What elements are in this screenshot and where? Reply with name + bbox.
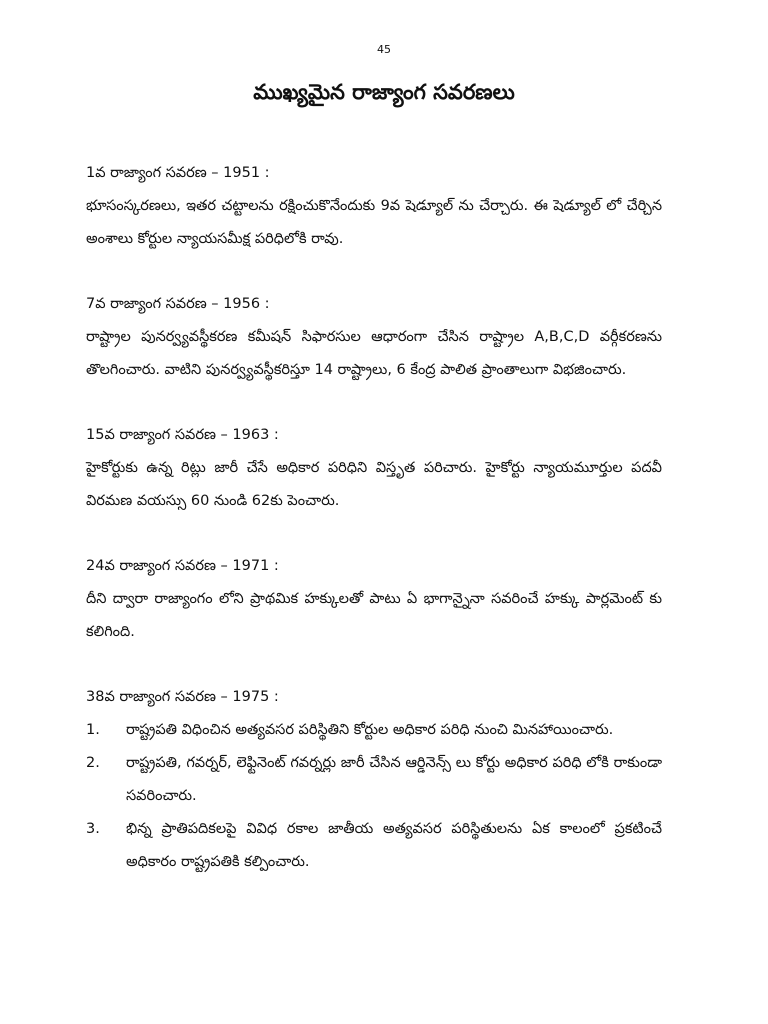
document-body <box>86 157 662 911</box>
list-item <box>86 714 662 747</box>
list-item-number: 2. <box>86 755 100 771</box>
list-item <box>86 813 662 879</box>
amendment-38-list <box>86 714 662 879</box>
page-title: ముఖ్యమైన రాజ్యాంగ సవరణలు <box>253 80 515 104</box>
list-item-text: భిన్న ప్రాతిపదికలపై వివిధ రకాల జాతీయ అత్యవసర పరిస్థితులను ఏక కాలంలో ప్రకటించే అధికారం రాష్ట్రపతికి కల్పించారు. <box>126 821 662 870</box>
amendment-24-section <box>86 550 662 649</box>
amendment-text: భూసంస్కరణలు, ఇతర చట్టాలను రక్షించుకొనేందుకు 9వ షెడ్యూల్ ను చేర్చారు. ఈ షెడ్యూల్ లో చేర్చిన అంశాలు కోర్టుల న్యాయసమీక్ష పరిధిలోకి రావు. <box>86 198 662 247</box>
amendment-text: దీని ద్వారా రాజ్యాంగం లోని ప్రాథమిక హక్కులతో పాటు ఏ భాగాన్నైనా సవరించే హక్కు పార్లమెంట్ కు కలిగింది. <box>86 591 662 640</box>
amendment-15-section <box>86 419 662 518</box>
amendment-heading: 1వ రాజ్యాంగ సవరణ – 1951 : <box>86 165 270 181</box>
amendment-7-section <box>86 288 662 387</box>
list-item-number: 3. <box>86 821 100 837</box>
amendment-1-section <box>86 157 662 256</box>
amendment-heading: 15వ రాజ్యాంగ సవరణ – 1963 : <box>86 427 279 443</box>
amendment-38-section <box>86 681 662 879</box>
amendment-heading: 38వ రాజ్యాంగ సవరణ – 1975 : <box>86 689 279 705</box>
page-number: 45 <box>377 43 391 56</box>
list-item-text: రాష్ట్రపతి విధించిన అత్యవసర పరిస్థితిని కోర్టుల అధికార పరిధి నుంచి మినహాయించారు. <box>126 722 614 738</box>
amendment-text: రాష్ట్రాల పునర్వ్యవస్థీకరణ కమీషన్ సిఫారసుల ఆధారంగా చేసిన రాష్ట్రాల A,B,C,D వర్గీకరణను తొలగించారు. వాటిని పునర్వ్యవస్థీకరిస్తూ 14 రాష్ట్రాలు, 6 కేంద్ర పాలిత ప్రాంతాలుగా విభజించారు. <box>86 329 662 378</box>
list-item-number: 1. <box>86 722 100 738</box>
amendment-heading: 24వ రాజ్యాంగ సవరణ – 1971 : <box>86 558 279 574</box>
amendment-text: హైకోర్టుకు ఉన్న రిట్లు జారీ చేసే అధికార పరిధిని విస్తృత పరిచారు. హైకోర్టు న్యాయమూర్తుల పదవీ విరమణ వయస్సు 60 నుండి 62కు పెంచారు. <box>86 460 662 509</box>
list-item <box>86 747 662 813</box>
list-item-text: రాష్ట్రపతి, గవర్నర్, లెఫ్టినెంట్ గవర్నర్లు జారీ చేసిన ఆర్డినెన్స్ లు కోర్టు అధికార పరిధి లోకి రాకుండా సవరించారు. <box>126 755 662 804</box>
amendment-heading: 7వ రాజ్యాంగ సవరణ – 1956 : <box>86 296 270 312</box>
